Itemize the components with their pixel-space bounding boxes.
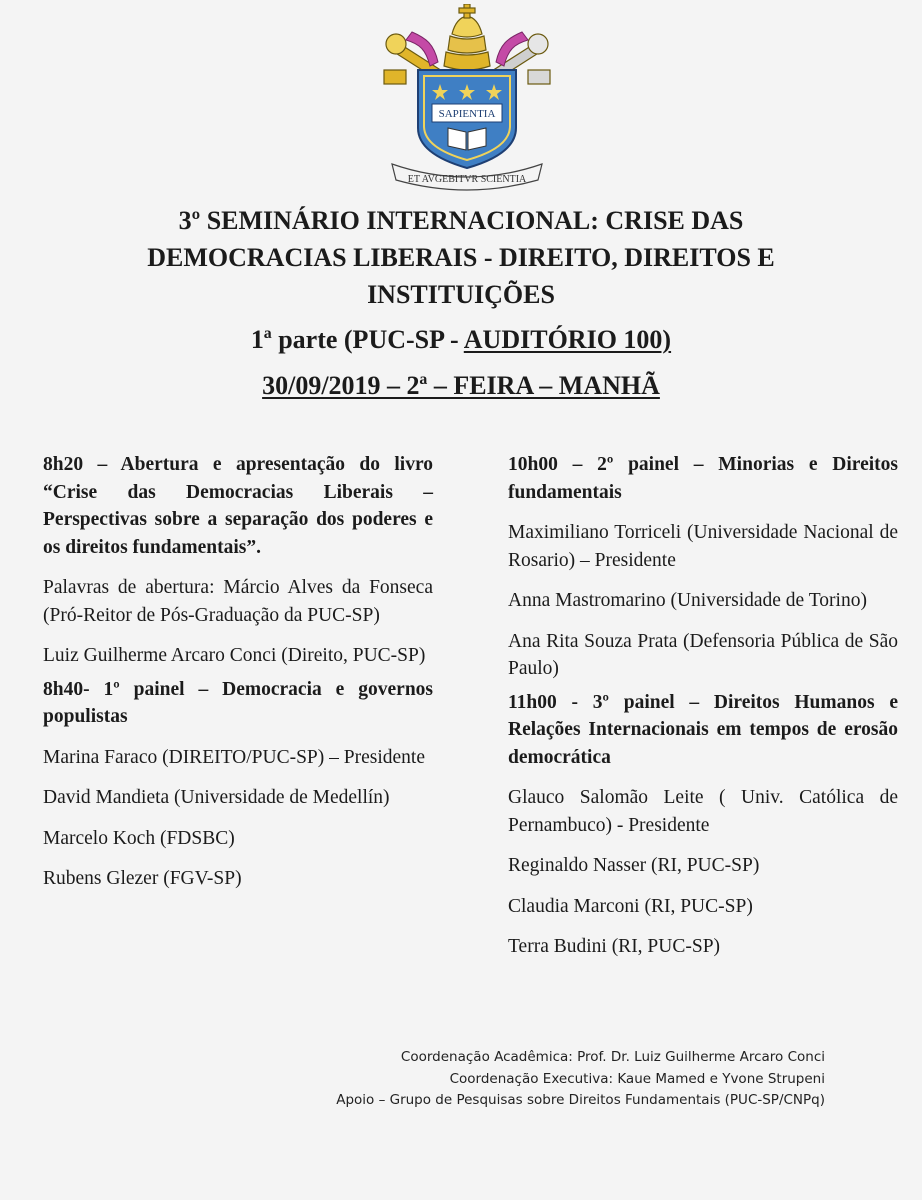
welcome-speaker-1: Palavras de abertura: Márcio Alves da Fonseca (Pró-Reitor de Pós-Graduação da PUC-SP) [43, 577, 433, 626]
part-prefix: 1ª parte (PUC-SP - [250, 325, 464, 354]
part-venue: AUDITÓRIO 100) [463, 325, 672, 354]
opening-session: 8h20 – Abertura e apresentação do livro “Crise das Democracias Liberais – Perspectivas sobre a separação dos poderes e os direitos fundamentais”. [43, 454, 433, 558]
crest-motto-ribbon: ET AVGEBITVR SCIENTIA [407, 174, 527, 185]
panel-1-speaker: David Mandieta (Universidade de Medellín) [43, 787, 390, 808]
panel-2-title: 10h00 – 2º painel – Minorias e Direitos fundamentais [508, 454, 898, 503]
right-column [508, 451, 898, 974]
panel-1-title: 8h40- 1º painel – Democracia e governos populistas [43, 678, 433, 727]
academic-coordination: Coordenação Acadêmica: Prof. Dr. Luiz Guilherme Arcaro Conci [400, 1049, 825, 1065]
left-column [43, 451, 433, 906]
university-crest-icon [378, 4, 556, 192]
title-line-1: 3º SEMINÁRIO INTERNACIONAL: CRISE DAS [178, 206, 744, 235]
credits-footer [240, 1047, 825, 1112]
title-line-2: DEMOCRACIAS LIBERAIS - DIREITO, DIREITOS E [147, 243, 775, 272]
title-line-3: INSTITUIÇÕES [367, 280, 555, 309]
panel-3-speaker: Claudia Marconi (RI, PUC-SP) [508, 895, 753, 917]
panel-3-title: 11h00 - 3º painel – Direitos Humanos e Relações Internacionais em tempos de erosão democrática [508, 691, 898, 768]
panel-2-speaker: Maximiliano Torriceli (Universidade Nacional de Rosario) – Presidente [508, 522, 898, 571]
date-line [60, 368, 862, 404]
date-text: 30/09/2019 – 2ª – FEIRA – MANHÃ [262, 371, 660, 400]
executive-coordination: Coordenação Executiva: Kaue Mamed e Yvone Strupeni [449, 1070, 825, 1087]
panel-1-speaker: Marcelo Koch (FDSBC) [43, 827, 235, 849]
panel-3-speaker: Terra Budini (RI, PUC-SP) [508, 936, 721, 957]
panel-3-speaker: Reginaldo Nasser (RI, PUC-SP) [508, 855, 760, 876]
seminar-title [60, 202, 862, 313]
panel-3-speaker: Glauco Salomão Leite ( Univ. Católica de Pernambuco) - Presidente [508, 787, 898, 836]
panel-2-speaker: Anna Mastromarino (Universidade de Torino) [508, 590, 867, 611]
part-line [60, 322, 862, 358]
panel-1-speaker: Rubens Glezer (FGV-SP) [43, 868, 242, 889]
panel-2-speaker: Ana Rita Souza Prata (Defensoria Pública de São Paulo) [508, 630, 898, 679]
panel-1-speaker: Marina Faraco (DIREITO/PUC-SP) – Presidente [43, 746, 425, 768]
support-credit: Apoio – Grupo de Pesquisas sobre Direitos Fundamentais (PUC-SP/CNPq) [336, 1092, 825, 1108]
crest-motto-banner: SAPIENTIA [438, 108, 496, 120]
welcome-speaker-2: Luiz Guilherme Arcaro Conci (Direito, PUC-SP) [43, 645, 426, 666]
